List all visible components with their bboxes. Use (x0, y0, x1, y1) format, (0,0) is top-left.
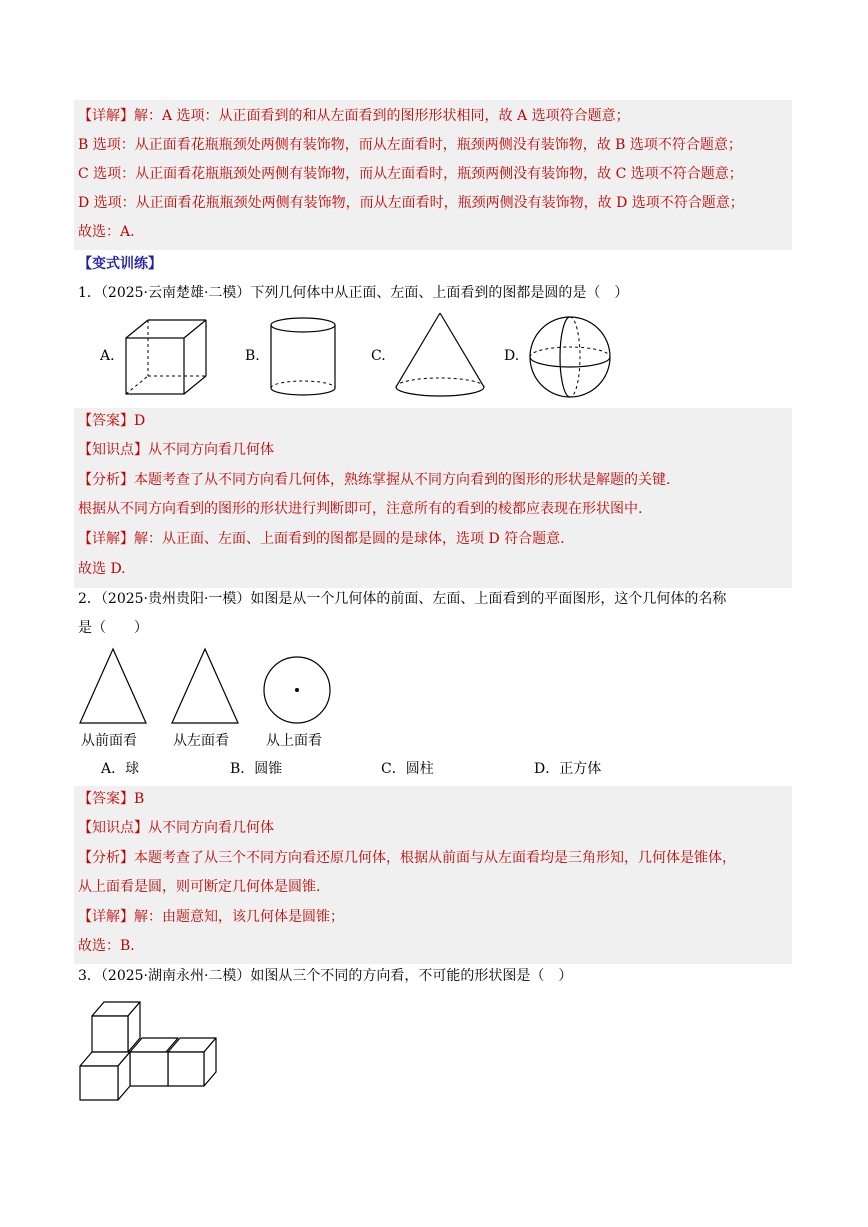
cone-icon (394, 311, 486, 399)
q2-answer-line: 从上面看是圆，则可断定几何体是圆锥. (78, 879, 321, 895)
q2-answer-line: 故选：B. (78, 938, 135, 954)
explanation-line: 【详解】解：A 选项：从正面看到的和从左面看到的图形形状相同，故 A 选项符合题意； (78, 108, 630, 124)
q1-answer-line: 根据从不同方向看到的图形的形状进行判断即可，注意所有的看到的棱都应表现在形状图中. (78, 501, 643, 517)
q1-option-d-label: D. (504, 348, 520, 364)
q1-answer-line: 【答案】D (78, 413, 146, 429)
q1-answer-line: 故选 D. (78, 561, 126, 577)
left-view-triangle-icon (170, 647, 240, 725)
q2-option-a: A．球 (101, 761, 140, 777)
view-label-front: 从前面看 (81, 733, 137, 749)
top-view-circle-icon (261, 656, 333, 728)
q1-option-c-label: C. (371, 348, 386, 364)
question-1-stem: 1．（2025·云南楚雄·二模）下列几何体中从正面、左面、上面看到的图都是圆的是（ ） (78, 285, 629, 301)
q2-option-d: D．正方体 (534, 761, 602, 777)
question-2-stem-cont: 是（ ） (78, 620, 148, 636)
explanation-line: 故选：A. (78, 224, 135, 240)
q1-option-b-label: B. (245, 348, 260, 364)
question-3-stem: 3．（2025·湖南永州·二模）如图从三个不同的方向看，不可能的形状图是（ ） (78, 968, 573, 984)
q1-answer-line: 【详解】解：从正面、左面、上面看到的图都是圆的是球体，选项 D 符合题意. (78, 531, 565, 547)
q1-answer-line: 【分析】本题考查了从不同方向看几何体，熟练掌握从不同方向看到的图形的形状是解题的关键. (78, 472, 671, 488)
cube-icon (124, 318, 210, 398)
question-2-stem: 2．（2025·贵州贵阳·一模）如图是从一个几何体的前面、左面、上面看到的平面图形，这个几何体的名称 (78, 591, 727, 607)
sphere-icon (528, 315, 612, 399)
q1-answer-shade (74, 408, 792, 588)
section-title: 【变式训练】 (78, 256, 162, 272)
q2-answer-line: 【知识点】从不同方向看几何体 (78, 820, 274, 836)
q2-option-c: C．圆柱 (381, 761, 434, 777)
q1-answer-line: 【知识点】从不同方向看几何体 (78, 442, 274, 458)
explanation-line: B 选项：从正面看花瓶瓶颈处两侧有装饰物，而从左面看时，瓶颈两侧没有装饰物，故 B 选项不符合题意； (78, 137, 742, 153)
q2-answer-line: 【详解】解：由题意知，该几何体是圆锥； (78, 909, 344, 925)
stacked-cubes-icon (78, 996, 222, 1106)
q1-option-a-label: A. (100, 348, 115, 364)
explanation-line: C 选项：从正面看花瓶瓶颈处两侧有装饰物，而从左面看时，瓶颈两侧没有装饰物，故 C 选项不符合题意； (78, 166, 743, 182)
q2-answer-shade (74, 786, 792, 964)
cylinder-icon (268, 316, 338, 398)
view-label-top: 从上面看 (266, 733, 322, 749)
front-view-triangle-icon (78, 647, 148, 725)
view-label-left: 从左面看 (173, 733, 229, 749)
explanation-line: D 选项：从正面看花瓶瓶颈处两侧有装饰物，而从左面看时，瓶颈两侧没有装饰物，故 D 选项不符合题意； (78, 195, 744, 211)
q2-answer-line: 【分析】本题考查了从三个不同方向看还原几何体，根据从前面与从左面看均是三角形知，几何体是锥体， (78, 850, 736, 866)
q2-option-b: B．圆锥 (230, 761, 283, 777)
q2-answer-line: 【答案】B (78, 791, 145, 807)
